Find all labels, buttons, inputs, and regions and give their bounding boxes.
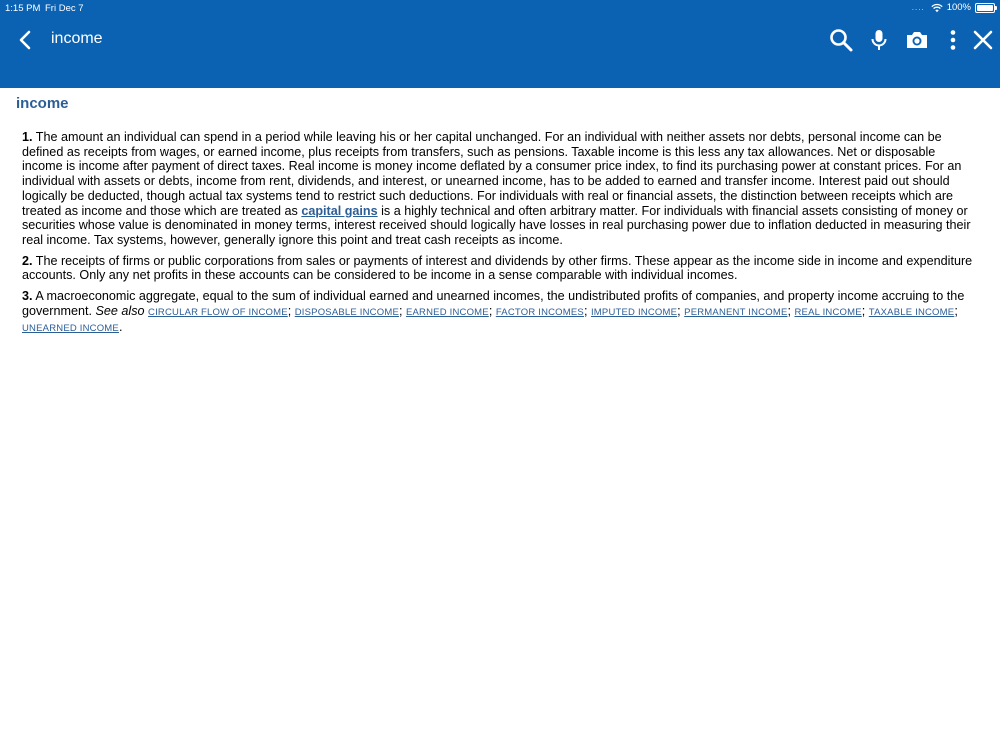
ref-separator: ; <box>677 303 685 318</box>
ref-separator: ; <box>398 303 406 318</box>
close-icon[interactable] <box>970 27 996 53</box>
sense-number: 2. <box>22 253 33 268</box>
sense-text: The amount an individual can spend in a period while leaving his or her capital unchanged. For an individual with neither assets nor debts, personal income can be defined as receipts from wages, or earned income, plus receipts from transfers, such as pensions. Taxable income is this less any tax allowances. Net or disposable income is income after payment of direct taxes. Real income is money income deflated by a consumer price index, to find its purchasing power at constant prices. For an individual with assets or debts, income from rent, dividends, and interest, or unearned income, has to be added to earned and transfer income. Interest paid out should logically be deducted, though actual tax systems tend to restrict such deductions. For individuals with real or financial assets, the distinction between receipts which are treated as income and those which are treated as <box>22 130 962 218</box>
ref-circular-flow-of-income[interactable]: CIRCULAR FLOW OF INCOME <box>148 306 288 318</box>
ref-taxable-income[interactable]: TAXABLE INCOME <box>868 306 955 318</box>
battery-icon <box>975 3 995 13</box>
more-vertical-icon[interactable] <box>940 27 966 53</box>
nav-title: income <box>51 30 103 47</box>
sense-text: The receipts of firms or public corporations from sales or payments of interest and dividends by other firms. These appear as the income side in income and expenditure accounts. Only any net profits in these accounts can be considered to be income in a sense comparable with individual incomes. <box>22 253 973 283</box>
sense-number: 3. <box>22 289 33 304</box>
sense-2 <box>22 254 978 283</box>
camera-icon[interactable] <box>904 27 930 53</box>
battery-percent: 100% <box>946 2 971 13</box>
entry-headword: income <box>16 95 69 112</box>
ref-factor-incomes[interactable]: FACTOR INCOMES <box>495 306 584 318</box>
status-bar <box>0 0 1000 16</box>
sense-1 <box>22 130 978 248</box>
ref-permanent-income[interactable]: PERMANENT INCOME <box>684 306 788 318</box>
status-time: 1:15 PM <box>5 3 41 14</box>
ref-separator: ; <box>861 303 869 318</box>
ref-separator: ; <box>787 303 795 318</box>
ref-separator: ; <box>287 303 295 318</box>
ref-end-punct: . <box>118 320 123 335</box>
ref-unearned-income[interactable]: UNEARNED INCOME <box>22 323 119 335</box>
wifi-icon <box>931 3 943 13</box>
see-also-label: See also <box>95 303 145 318</box>
sense-text: A macroeconomic aggregate, equal to the sum of individual earned and unearned incomes, the undistributed profits of companies, and property income accruing to the government. <box>22 289 965 318</box>
signal-dots: .... <box>911 3 925 12</box>
ref-separator: ; <box>488 303 496 318</box>
sense-number: 1. <box>22 130 33 144</box>
capital-gains-link[interactable]: capital gains <box>301 203 378 218</box>
nav-bar <box>0 22 1000 58</box>
ref-real-income[interactable]: REAL INCOME <box>794 306 862 318</box>
ref-earned-income[interactable]: EARNED INCOME <box>405 306 489 318</box>
ref-imputed-income[interactable]: IMPUTED INCOME <box>590 306 678 318</box>
status-right <box>912 2 995 13</box>
ref-disposable-income[interactable]: DISPOSABLE INCOME <box>294 306 399 318</box>
sense-3 <box>22 289 978 337</box>
microphone-icon[interactable] <box>866 27 892 53</box>
search-icon[interactable] <box>828 27 854 53</box>
back-chevron-icon[interactable] <box>14 28 38 52</box>
sense-text: is a highly technical and often arbitrary matter. For individuals with financial assets consisting of money or securities whose value is denominated in money terms, interest received should logically have losses in real purchasing power due to inflation deducted in measuring their real income. Tax systems, however, generally ignore this point and treat cash receipts as income. <box>22 203 971 247</box>
app-header <box>0 0 1000 88</box>
entry-body <box>22 130 978 343</box>
ref-separator: ; <box>954 303 958 318</box>
ref-separator: ; <box>583 303 591 318</box>
status-date: Fri Dec 7 <box>45 3 84 14</box>
